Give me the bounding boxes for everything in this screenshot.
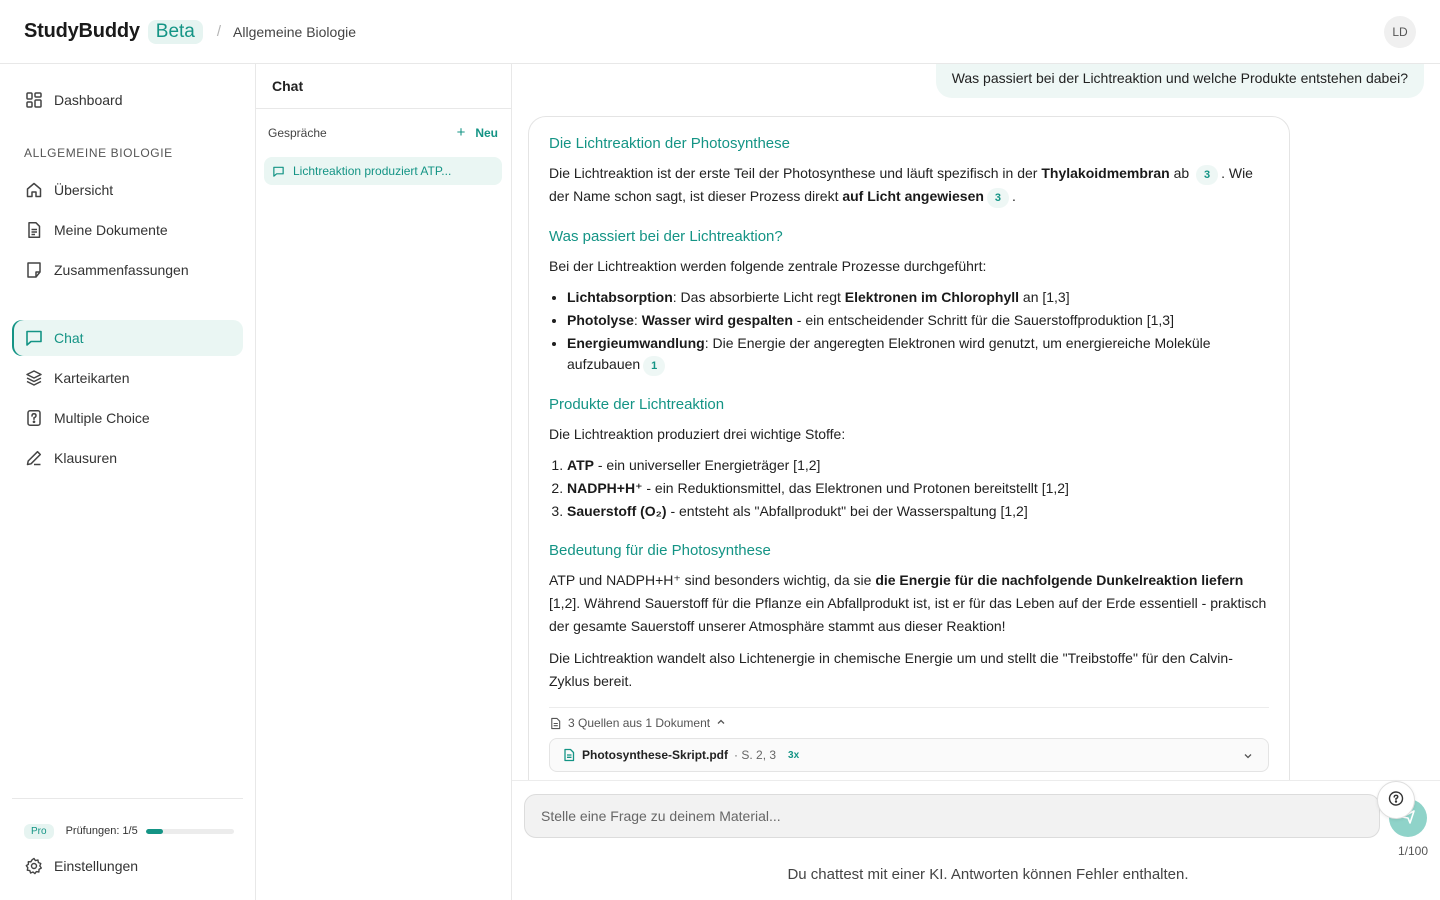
breadcrumb-separator: / (216, 23, 222, 40)
chevron-down-icon[interactable] (1242, 750, 1254, 762)
text: : Das absorbierte Licht regt (672, 289, 845, 305)
plan-quota (24, 822, 234, 840)
text: . Wie der Name schon sagt, ist dieser Prozess direkt (549, 165, 1253, 204)
quota-label: Prüfungen: 1/5 (65, 825, 138, 837)
sidebar-item-chat[interactable] (12, 320, 243, 356)
quota-progress-bar (146, 829, 234, 834)
user-message: Was passiert bei der Lichtreaktion und welche Produkte entstehen dabei? (936, 64, 1424, 98)
products-list (549, 455, 1269, 522)
conversations-label: Gespräche (268, 125, 327, 140)
answer-paragraph-1 (549, 162, 1269, 208)
source-file-count: 3x (788, 749, 800, 761)
answer-heading-2: Was passiert bei der Lichtreaktion? (549, 228, 783, 245)
answer-paragraph-3: Die Lichtreaktion produziert drei wichtige Stoffe: (549, 426, 846, 442)
list-item (567, 333, 1269, 376)
text: ATP und NADPH+H⁺ sind besonders wichtig, da sie (549, 572, 876, 588)
text: : Die Energie der angeregten Elektronen wird genutzt, um energiereiche Moleküle aufzubauen (567, 335, 1211, 372)
grid-icon (24, 90, 44, 110)
sidebar-item-label: Meine Dokumente (54, 222, 168, 238)
sidebar-item-label: Klausuren (54, 450, 118, 466)
answer-heading-3: Produkte der Lichtreaktion (549, 396, 725, 413)
bold-text: auf Licht angewiesen (842, 188, 984, 204)
sidebar (0, 64, 256, 900)
avatar[interactable]: LD (1384, 16, 1416, 48)
sidebar-item-overview[interactable] (12, 172, 243, 208)
bold-text: Lichtabsorption (567, 289, 673, 305)
sidebar-item-label: Karteikarten (54, 370, 130, 386)
composer-divider (512, 780, 1440, 781)
text: - ein universeller Energieträger [1,2] (593, 457, 821, 473)
source-file-row[interactable] (549, 738, 1269, 772)
file-icon (562, 748, 576, 762)
bold-text: Photolyse (567, 312, 634, 328)
sidebar-item-settings[interactable] (12, 848, 243, 884)
answer-heading-4: Bedeutung für die Photosynthese (549, 542, 771, 559)
chat-icon (272, 165, 285, 178)
message-input-box[interactable] (524, 794, 1380, 838)
answer-paragraph-5: Die Lichtreaktion wandelt also Lichtenergie in chemische Energie um und stellt die "Treibstoffe" für den Calvin-Zyklus bereit. (549, 650, 1233, 689)
document-icon (549, 717, 562, 730)
sidebar-item-flashcards[interactable] (12, 360, 243, 396)
chat-icon (24, 328, 44, 348)
gear-icon (24, 856, 44, 876)
bold-text: Elektronen im Chlorophyll (844, 289, 1020, 305)
help-button[interactable] (1377, 781, 1415, 819)
message-input[interactable] (541, 808, 1379, 824)
sidebar-divider (12, 798, 243, 799)
home-icon (24, 180, 44, 200)
chat-area (512, 64, 1440, 780)
chevron-up-icon (716, 717, 726, 730)
sidebar-item-label: Übersicht (54, 182, 114, 198)
ai-disclaimer: Du chattest mit einer KI. Antworten können Fehler enthalten. (787, 866, 1189, 883)
bold-text: ATP (567, 457, 594, 473)
citation-badge[interactable]: 3 (987, 188, 1009, 208)
sidebar-item-summaries[interactable] (12, 252, 243, 288)
bold-text: Energieumwandlung (567, 335, 705, 351)
text: - entsteht als "Abfallprodukt" bei der Wasserspaltung [1,2] (666, 503, 1028, 519)
text: . (1011, 188, 1016, 204)
process-list (549, 287, 1269, 376)
conversations-title: Chat (256, 64, 511, 109)
bold-text: Wasser wird gespalten (641, 312, 793, 328)
new-conversation-button[interactable] (457, 124, 498, 141)
answer-paragraph-2: Bei der Lichtreaktion werden folgende zentrale Prozesse durchgeführt: (549, 258, 987, 274)
sidebar-item-label: Einstellungen (54, 858, 139, 874)
text: ab (1169, 165, 1194, 181)
layers-icon (24, 368, 44, 388)
text: : (633, 312, 642, 328)
sidebar-item-documents[interactable] (12, 212, 243, 248)
list-item (567, 478, 1269, 499)
citation-badge[interactable]: 3 (1196, 165, 1218, 185)
sidebar-item-multiple-choice[interactable] (12, 400, 243, 436)
document-icon (24, 220, 44, 240)
sidebar-item-dashboard[interactable] (12, 82, 243, 118)
message-counter: 1/100 (1397, 844, 1428, 858)
answer-paragraph-4 (549, 569, 1269, 638)
source-file-name: Photosynthese-Skript.pdf (582, 748, 729, 762)
answer-heading-1: Die Lichtreaktion der Photosynthese (549, 135, 790, 152)
conversation-item-label: Lichtreaktion produziert ATP... (293, 164, 452, 178)
sidebar-item-exams[interactable] (12, 440, 243, 476)
top-header (0, 0, 1440, 64)
question-icon (24, 408, 44, 428)
source-file-pages: · S. 2, 3 (734, 748, 777, 762)
list-item (567, 455, 1269, 476)
citation-badge[interactable]: 1 (643, 356, 665, 376)
sources-label: 3 Quellen aus 1 Dokument (568, 716, 711, 730)
note-icon (24, 260, 44, 280)
pen-icon (24, 448, 44, 468)
new-conversation-label: Neu (475, 125, 498, 140)
bold-text: Thylakoidmembran (1041, 165, 1170, 181)
conversation-item[interactable] (264, 157, 502, 185)
bold-text: NADPH+H⁺ (567, 480, 643, 496)
text: - ein entscheidender Schritt für die Sauerstoffproduktion [1,3] (792, 312, 1174, 328)
list-item (567, 310, 1269, 331)
plus-icon: + (456, 124, 466, 141)
conversations-header (268, 124, 498, 141)
assistant-answer (528, 116, 1290, 780)
text: [1,2]. Während Sauerstoff für die Pflanze ein Abfallprodukt ist, ist er für das Leben auf der Erde essentiell - praktisch der gesamte Sauerstoff unserer Atmosphäre stammt aus dieser Reaktion! (549, 595, 1267, 634)
quota-progress-fill (146, 829, 164, 834)
help-chat-icon (1387, 790, 1405, 811)
sources-toggle[interactable] (549, 707, 1269, 730)
breadcrumb-course[interactable]: Allgemeine Biologie (233, 23, 357, 40)
sidebar-section-label: ALLGEMEINE BIOLOGIE (24, 146, 173, 160)
sidebar-item-label: Multiple Choice (54, 410, 150, 426)
sidebar-item-label: Zusammenfassungen (54, 262, 189, 278)
conversations-panel (256, 64, 512, 900)
list-item (567, 501, 1269, 522)
brand-logo[interactable]: StudyBuddy (24, 20, 140, 42)
sidebar-item-label: Dashboard (54, 92, 123, 108)
bold-text: Sauerstoff (O₂) (567, 503, 667, 519)
text: an [1,3] (1019, 289, 1070, 305)
sidebar-item-label: Chat (54, 330, 84, 346)
text: - ein Reduktionsmittel, das Elektronen und Protonen bereitstellt [1,2] (642, 480, 1069, 496)
beta-badge: Beta (148, 20, 203, 44)
list-item (567, 287, 1269, 308)
text: Die Lichtreaktion ist der erste Teil der Photosynthese und läuft spezifisch in der (549, 165, 1042, 181)
bold-text: die Energie für die nachfolgende Dunkelreaktion liefern (875, 572, 1244, 588)
plan-badge: Pro (24, 824, 54, 839)
